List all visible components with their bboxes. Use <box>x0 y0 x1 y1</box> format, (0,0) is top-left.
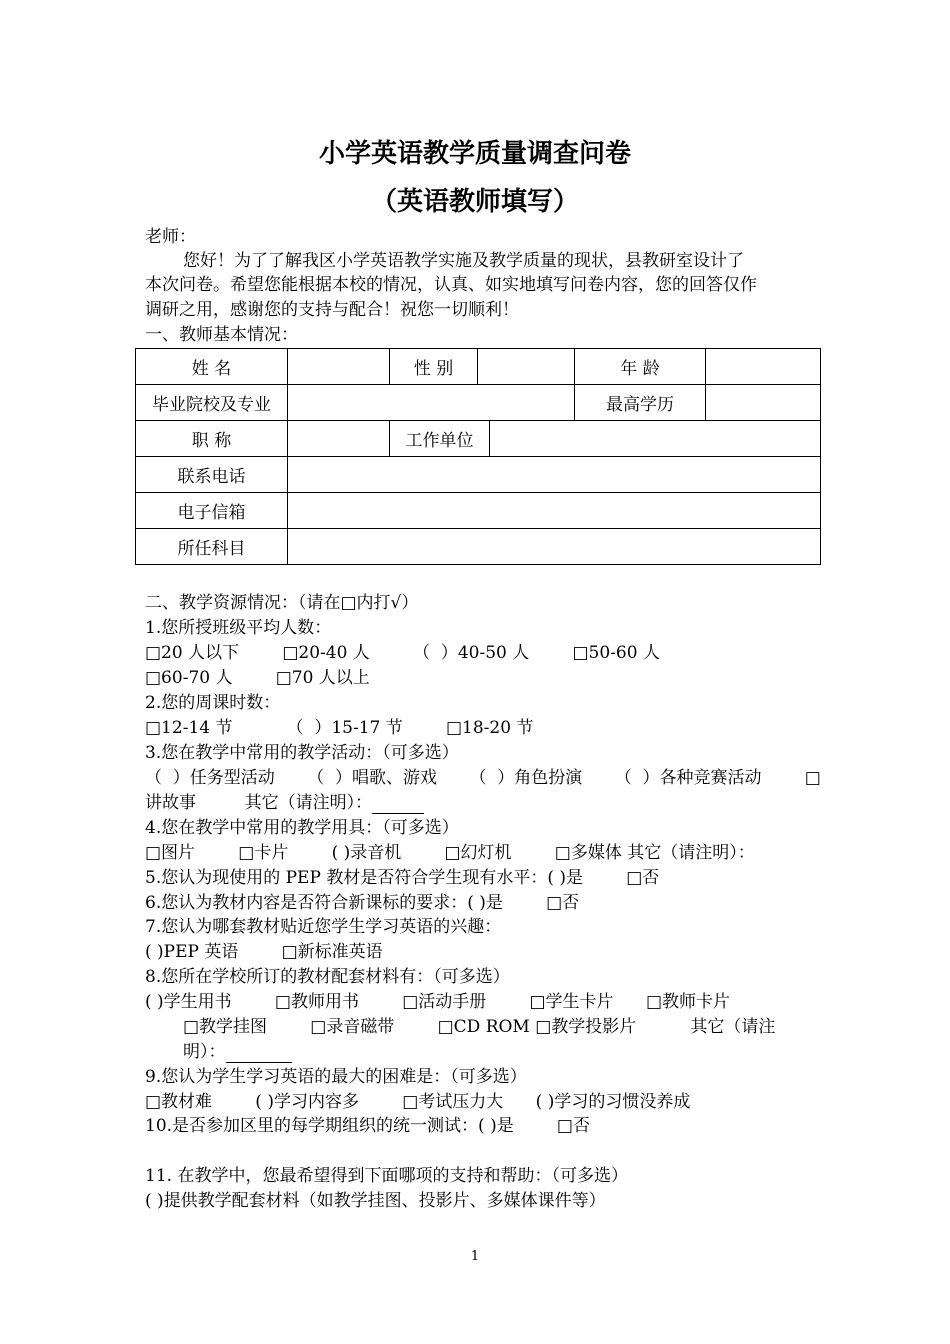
teacher-info-table <box>135 348 821 565</box>
options-line[interactable]: ( )学生用书 □教师用书 □活动手册 □学生卡片 □教师卡片 <box>145 992 731 1012</box>
section-heading: 一、教师基本情况： <box>145 325 298 345</box>
field-email[interactable] <box>288 493 821 529</box>
label-degree: 最高学历 <box>575 385 706 421</box>
fill-blank[interactable] <box>226 1046 292 1063</box>
options-line[interactable]: （ ）任务型活动 （ ）唱歌、游戏 （ ）角色扮演 （ ）各种竞赛活动 □ <box>145 768 821 788</box>
label-phone: 联系电话 <box>136 457 288 493</box>
options-line[interactable] <box>183 1041 292 1063</box>
field-title[interactable] <box>288 421 390 457</box>
section-heading: 二、教学资源情况：（请在□内打√） <box>145 593 419 613</box>
page-number: 1 <box>470 1249 480 1264</box>
options-line[interactable]: □图片 □卡片 ( )录音机 □幻灯机 □多媒体 其它（请注明）： <box>145 843 755 863</box>
field-workplace[interactable] <box>490 421 821 457</box>
question-8: 8.您所在学校所订的教材配套材料有：（可多选） <box>145 967 510 987</box>
question-2: 2.您的周课时数： <box>145 693 281 713</box>
options-line[interactable]: □教材难 ( )学习内容多 □考试压力大 ( )学习的习惯没养成 <box>145 1092 691 1112</box>
options-line[interactable]: □12-14 节 （ ）15-17 节 □18-20 节 <box>145 718 534 738</box>
label-name: 姓 名 <box>136 349 288 385</box>
label-title: 职 称 <box>136 421 288 457</box>
options-line[interactable]: ( )提供教学配套材料（如教学挂图、投影片、多媒体课件等） <box>145 1191 606 1211</box>
question-6[interactable]: 6.您认为教材内容是否符合新课标的要求：( )是 □否 <box>145 893 580 913</box>
page-title: 小学英语教学质量调查问卷 <box>318 139 631 169</box>
page-subtitle: （英语教师填写） <box>370 187 579 217</box>
options-line[interactable]: □教学挂图 □录音磁带 □CD ROM □教学投影片 其它（请注 <box>183 1017 776 1037</box>
field-age[interactable] <box>706 349 821 385</box>
question-10[interactable]: 10.是否参加区里的每学期组织的统一测试：( )是 □否 <box>145 1116 590 1136</box>
greeting: 老师： <box>145 227 196 247</box>
field-phone[interactable] <box>288 457 821 493</box>
label-email: 电子信箱 <box>136 493 288 529</box>
options-line[interactable] <box>145 792 424 814</box>
question-11: 11. 在教学中，您最希望得到下面哪项的支持和帮助：（可多选） <box>145 1166 628 1186</box>
question-9: 9.您认为学生学习英语的最大的困难是：（可多选） <box>145 1067 527 1087</box>
question-7: 7.您认为哪套教材贴近您学生学习英语的兴趣： <box>145 917 502 937</box>
label-subject: 所任科目 <box>136 529 288 565</box>
question-1: 1.您所授班级平均人数： <box>145 618 332 638</box>
options-line[interactable]: ( )PEP 英语 □新标准英语 <box>145 942 383 962</box>
field-subject[interactable] <box>288 529 821 565</box>
options-line[interactable]: □60-70 人 □70 人以上 <box>145 668 370 688</box>
intro-line: 您好！为了了解我区小学英语教学实施及教学质量的现状，县教研室设计了 <box>183 251 744 271</box>
options-text: 明）： <box>183 1042 226 1062</box>
intro-line: 本次问卷。希望您能根据本校的情况，认真、如实地填写问卷内容，您的回答仅作 <box>145 275 757 295</box>
intro-line: 调研之用，感谢您的支持与配合！祝您一切顺利！ <box>145 300 519 320</box>
field-degree[interactable] <box>706 385 821 421</box>
label-school: 毕业院校及专业 <box>136 385 288 421</box>
field-school[interactable] <box>288 385 575 421</box>
question-4: 4.您在教学中常用的教学用具：（可多选） <box>145 818 459 838</box>
label-workplace: 工作单位 <box>390 421 490 457</box>
options-text: 讲故事 其它（请注明）： <box>145 793 373 813</box>
question-3: 3.您在教学中常用的教学活动：（可多选） <box>145 743 459 763</box>
label-gender: 性 别 <box>390 349 478 385</box>
label-age: 年 龄 <box>575 349 706 385</box>
question-5[interactable]: 5.您认为现使用的 PEP 教材是否符合学生现有水平：( )是 □否 <box>145 868 660 888</box>
fill-blank[interactable] <box>372 797 424 814</box>
options-line[interactable]: □20 人以下 □20-40 人 （ ）40-50 人 □50-60 人 <box>145 643 660 663</box>
field-gender[interactable] <box>478 349 575 385</box>
field-name[interactable] <box>288 349 390 385</box>
